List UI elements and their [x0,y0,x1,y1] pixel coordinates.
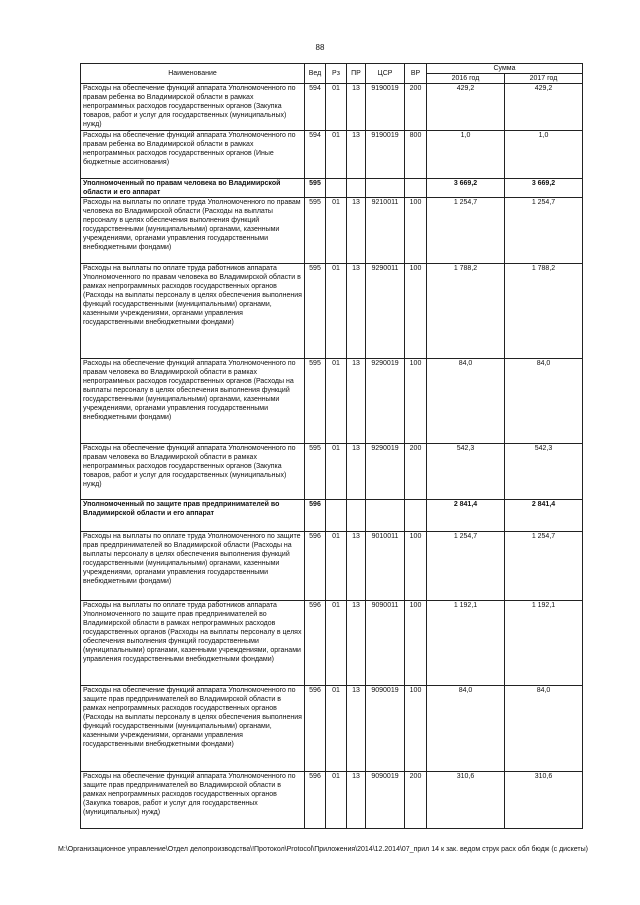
row-sum-2016: 3 669,2 [427,179,505,198]
row-rz [326,179,347,198]
row-name: Расходы на обеспечение функций аппарата Уполномоченного по защите прав предпринимателей во Владимирской области в рамках непрограммных расходов государственных органов (Закупка товаров, работ и услуг для государственных (муниципальных) нужд) [81,772,305,829]
row-sum-2016: 84,0 [427,359,505,444]
row-ved: 596 [305,601,326,686]
row-pr: 13 [347,444,366,500]
page-number: 88 [315,43,325,52]
row-ved: 596 [305,532,326,601]
row-sum-2017: 1 254,7 [505,198,583,264]
row-sum-2016: 2 841,4 [427,500,505,532]
header-ved: Вед [305,64,326,84]
table-row [81,601,583,686]
row-pr: 13 [347,532,366,601]
row-name: Уполномоченный по правам человека во Владимирской области и его аппарат [81,179,305,198]
row-ved: 596 [305,500,326,532]
file-path-footer: M:\Организационное управление\Отдел делопроизводства\!Протокол\Protocol\Приложения\2014\12.2014\07_прил 14 к зак. ведом струк расх обл бюдж (с дискеты) [58,846,588,853]
row-csr: 9090019 [366,772,405,829]
header-sum: Сумма [427,64,583,74]
row-ved: 594 [305,84,326,131]
row-rz: 01 [326,686,347,772]
row-sum-2016: 1 254,7 [427,198,505,264]
row-name: Расходы на выплаты по оплате труда работников аппарата Уполномоченного по защите прав предпринимателей во Владимирской области в рамках непрограммных расходов государственных органов (Расходы на выплаты персоналу в целях обеспечения выполнения функций государственными (муниципальными) органами, казенными учреждениями, органами управления государственными внебюджетными фондами) [81,601,305,686]
row-ved: 595 [305,198,326,264]
row-pr: 13 [347,84,366,131]
table-row [81,84,583,131]
row-sum-2016: 1 788,2 [427,264,505,359]
row-vr: 100 [405,686,427,772]
row-pr [347,179,366,198]
row-name: Расходы на выплаты по оплате труда Уполномоченного по правам человека во Владимирской области (Расходы на выплаты персоналу в целях обеспечения выполнения функций государственными (муниципальными) органами, казенными учреждениями, органами управления государственными внебюджетными фондами) [81,198,305,264]
table-row [81,198,583,264]
row-sum-2017: 429,2 [505,84,583,131]
budget-table [80,63,583,829]
row-sum-2017: 84,0 [505,686,583,772]
row-name: Расходы на обеспечение функций аппарата Уполномоченного по правам ребенка во Владимирской области в рамках непрограммных расходов государственных органов (Закупка товаров, работ и услуг для государственных (муниципальных) нужд) [81,84,305,131]
row-pr [347,500,366,532]
row-csr: 9190019 [366,84,405,131]
row-pr: 13 [347,131,366,179]
header-pr: ПР [347,64,366,84]
row-vr: 100 [405,532,427,601]
row-sum-2017: 3 669,2 [505,179,583,198]
row-csr: 9290011 [366,264,405,359]
row-sum-2017: 84,0 [505,359,583,444]
row-csr: 9290019 [366,444,405,500]
row-vr: 100 [405,198,427,264]
header-name: Наименование [81,64,305,84]
header-csr: ЦСР [366,64,405,84]
row-vr: 200 [405,772,427,829]
table-row [81,444,583,500]
table-row [81,686,583,772]
row-rz: 01 [326,359,347,444]
row-pr: 13 [347,359,366,444]
row-sum-2017: 1 192,1 [505,601,583,686]
row-csr: 9010011 [366,532,405,601]
row-csr [366,179,405,198]
row-name: Расходы на выплаты по оплате труда работников аппарата Уполномоченного по правам человека во Владимирской области в рамках непрограммных расходов государственных органов (Расходы на выплаты персоналу в целях обеспечения выполнения функций государственными (муниципальными) органами, казенными учреждениями, органами управления государственными внебюджетными фондами) [81,264,305,359]
row-sum-2016: 84,0 [427,686,505,772]
row-sum-2017: 542,3 [505,444,583,500]
row-ved: 594 [305,131,326,179]
header-vr: ВР [405,64,427,84]
row-rz: 01 [326,131,347,179]
row-vr: 800 [405,131,427,179]
table-row [81,131,583,179]
row-pr: 13 [347,198,366,264]
row-pr: 13 [347,772,366,829]
table-row [81,772,583,829]
row-csr: 9290019 [366,359,405,444]
row-sum-2016: 1,0 [427,131,505,179]
row-ved: 595 [305,444,326,500]
row-sum-2016: 310,6 [427,772,505,829]
table-row [81,359,583,444]
table-row [81,500,583,532]
row-name: Расходы на обеспечение функций аппарата Уполномоченного по правам ребенка во Владимирской области в рамках непрограммных расходов государственных органов (Иные бюджетные ассигнования) [81,131,305,179]
row-csr: 9190019 [366,131,405,179]
table-body [81,84,583,829]
row-pr: 13 [347,264,366,359]
row-vr: 100 [405,601,427,686]
row-ved: 596 [305,686,326,772]
row-sum-2017: 1 788,2 [505,264,583,359]
row-sum-2017: 2 841,4 [505,500,583,532]
row-name: Расходы на выплаты по оплате труда Уполномоченного по защите прав предпринимателей во Владимирской области (Расходы на выплаты персоналу в целях обеспечения выполнения функций государственными (муниципальными) органами, казенными учреждениями, органами управления государственными внебюджетными фондами) [81,532,305,601]
row-name: Расходы на обеспечение функций аппарата Уполномоченного по правам человека во Владимирской области в рамках непрограммных расходов государственных органов (Закупка товаров, работ и услуг для государственных (муниципальных) нужд) [81,444,305,500]
row-rz: 01 [326,444,347,500]
row-pr: 13 [347,686,366,772]
row-sum-2017: 1 254,7 [505,532,583,601]
row-ved: 595 [305,264,326,359]
row-rz: 01 [326,264,347,359]
header-year-2017: 2017 год [505,74,583,84]
header-rz: Рз [326,64,347,84]
row-sum-2016: 429,2 [427,84,505,131]
table-header [81,64,583,84]
row-name: Расходы на обеспечение функций аппарата Уполномоченного по правам человека во Владимирской области в рамках непрограммных расходов государственных органов (Расходы на выплаты персоналу в целях обеспечения выполнения функций государственными (муниципальными) органами, казенными учреждениями, органами управления государственными внебюджетными фондами) [81,359,305,444]
row-vr: 100 [405,264,427,359]
row-name: Уполномоченный по защите прав предпринимателей во Владимирской области и его аппарат [81,500,305,532]
row-vr: 100 [405,359,427,444]
row-csr [366,500,405,532]
row-rz: 01 [326,84,347,131]
row-sum-2016: 1 254,7 [427,532,505,601]
row-rz: 01 [326,532,347,601]
row-vr: 200 [405,444,427,500]
row-vr: 200 [405,84,427,131]
row-sum-2017: 1,0 [505,131,583,179]
table-row [81,264,583,359]
table-row [81,179,583,198]
row-sum-2016: 1 192,1 [427,601,505,686]
row-pr: 13 [347,601,366,686]
row-ved: 596 [305,772,326,829]
row-sum-2016: 542,3 [427,444,505,500]
row-vr [405,179,427,198]
row-ved: 595 [305,359,326,444]
row-ved: 595 [305,179,326,198]
row-rz: 01 [326,601,347,686]
row-csr: 9210011 [366,198,405,264]
row-vr [405,500,427,532]
row-rz: 01 [326,198,347,264]
row-name: Расходы на обеспечение функций аппарата Уполномоченного по защите прав предпринимателей во Владимирской области в рамках непрограммных расходов государственных органов (Расходы на выплаты персоналу в целях обеспечения выполнения функций государственными (муниципальными) органами, казенными учреждениями, органами управления государственными внебюджетными фондами) [81,686,305,772]
row-csr: 9090011 [366,601,405,686]
table-row [81,532,583,601]
row-rz [326,500,347,532]
header-year-2016: 2016 год [427,74,505,84]
row-csr: 9090019 [366,686,405,772]
row-rz: 01 [326,772,347,829]
row-sum-2017: 310,6 [505,772,583,829]
